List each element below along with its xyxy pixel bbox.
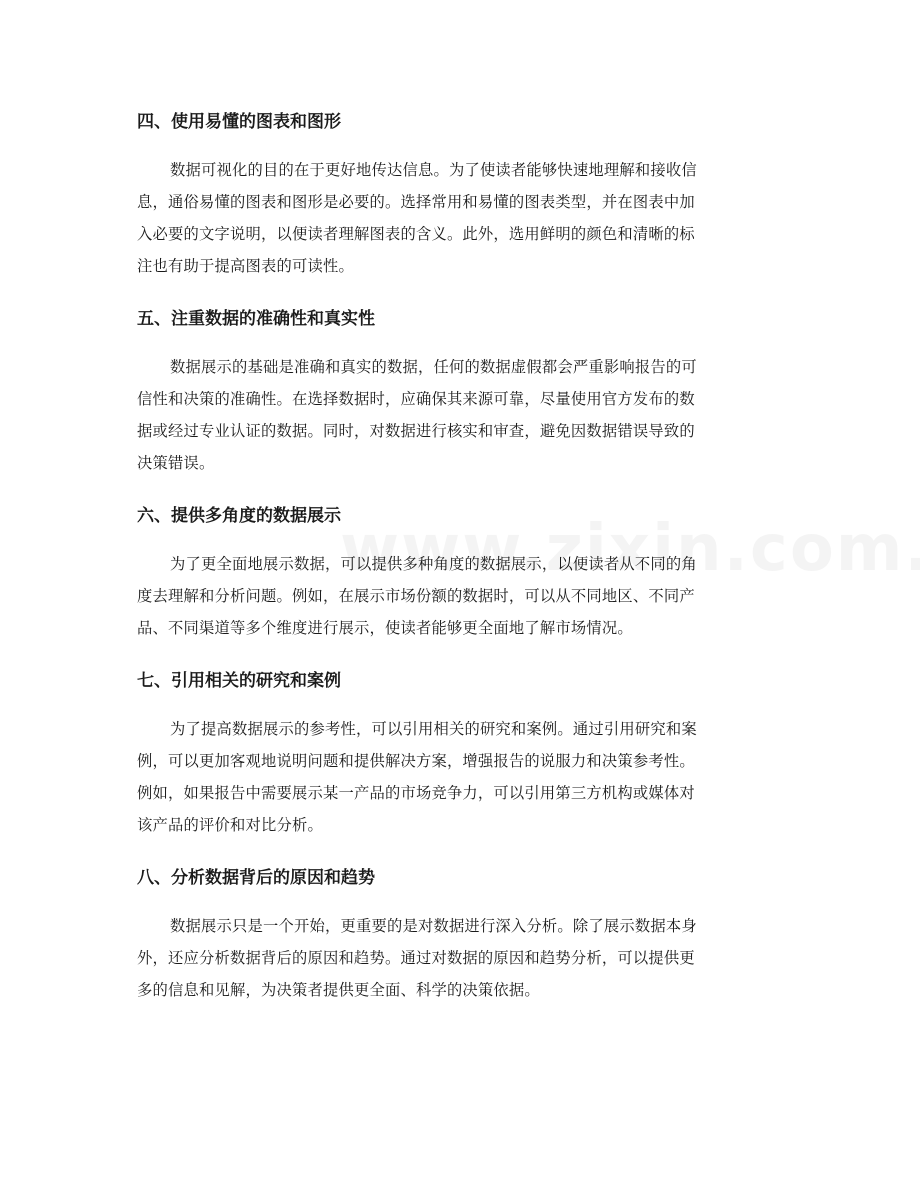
paragraph-line: 信性和决策的准确性。在选择数据时，应确保其来源可靠，尽量使用官方发布的数	[137, 390, 695, 408]
paragraph-line: 数据展示的基础是准确和真实的数据，任何的数据虚假都会严重影响报告的可	[170, 358, 697, 376]
section-heading: 六、提供多角度的数据展示	[137, 506, 341, 526]
section-paragraph	[137, 154, 787, 282]
section-4	[137, 107, 787, 282]
section-8	[137, 863, 787, 1006]
paragraph-line: 入必要的文字说明，以便读者理解图表的含义。此外，选用鲜明的颜色和清晰的标	[137, 225, 695, 243]
section-paragraph	[137, 351, 787, 479]
paragraph-line: 多的信息和见解，为决策者提供更全面、科学的决策依据。	[137, 981, 540, 999]
paragraph-line: 决策错误。	[137, 454, 215, 472]
paragraph-line: 据或经过专业认证的数据。同时，对数据进行核实和审查，避免因数据错误导致的	[137, 422, 695, 440]
section-heading: 七、引用相关的研究和案例	[137, 671, 341, 691]
section-7	[137, 666, 787, 841]
section-6	[137, 501, 787, 644]
paragraph-line: 该产品的评价和对比分析。	[137, 816, 323, 834]
section-5	[137, 304, 787, 479]
paragraph-line: 为了提高数据展示的参考性，可以引用相关的研究和案例。通过引用研究和案	[170, 720, 697, 738]
paragraph-line: 外，还应分析数据背后的原因和趋势。通过对数据的原因和趋势分析，可以提供更	[137, 949, 695, 967]
paragraph-line: 品、不同渠道等多个维度进行展示，使读者能够更全面地了解市场情况。	[137, 619, 633, 637]
section-heading: 八、分析数据背后的原因和趋势	[137, 868, 375, 888]
section-paragraph	[137, 713, 787, 841]
paragraph-line: 数据可视化的目的在于更好地传达信息。为了使读者能够快速地理解和接收信	[170, 161, 697, 179]
document-body	[137, 107, 787, 1028]
section-paragraph	[137, 548, 787, 644]
paragraph-line: 度去理解和分析问题。例如，在展示市场份额的数据时，可以从不同地区、不同产	[137, 587, 695, 605]
paragraph-line: 例如，如果报告中需要展示某一产品的市场竞争力，可以引用第三方机构或媒体对	[137, 784, 695, 802]
section-paragraph	[137, 910, 787, 1006]
paragraph-line: 为了更全面地展示数据，可以提供多种角度的数据展示，以便读者从不同的角	[170, 555, 697, 573]
section-heading: 五、注重数据的准确性和真实性	[137, 309, 375, 329]
paragraph-line: 例，可以更加客观地说明问题和提供解决方案，增强报告的说服力和决策参考性。	[137, 752, 695, 770]
paragraph-line: 注也有助于提高图表的可读性。	[137, 257, 354, 275]
section-heading: 四、使用易懂的图表和图形	[137, 112, 341, 132]
paragraph-line: 息，通俗易懂的图表和图形是必要的。选择常用和易懂的图表类型，并在图表中加	[137, 193, 695, 211]
paragraph-line: 数据展示只是一个开始，更重要的是对数据进行深入分析。除了展示数据本身	[170, 917, 697, 935]
